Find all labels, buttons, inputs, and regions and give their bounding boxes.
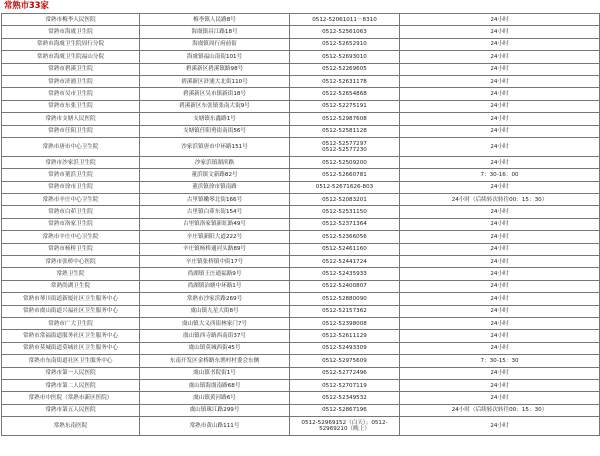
hospital-name-cell: 常熟卫生院: [2, 268, 140, 280]
phone-cell: 0512-52660781: [290, 169, 400, 181]
hospital-name-cell: 常熟市辛庄中心卫生院: [2, 194, 140, 206]
phone-cell: 0512-52349532: [290, 392, 400, 404]
address-cell: 虞山镇莫城西街45号: [140, 342, 290, 354]
phone-cell: 0512-52880090: [290, 293, 400, 305]
phone-cell: 0512-52157362: [290, 305, 400, 317]
table-row: [2, 379, 600, 391]
address-cell: 虞山镇书院街1号: [140, 367, 290, 379]
address-cell: 虞山镇珠江路299号: [140, 404, 290, 416]
hours-cell: 24小时: [400, 218, 600, 230]
table-row: [2, 268, 600, 280]
hospital-name-cell: 常熟市海虞卫生院: [2, 26, 140, 38]
address-cell: 尚湖镇冶塘中环路1号: [140, 280, 290, 292]
hours-cell: 24小时（后续转次转往00：15：30）: [400, 404, 600, 416]
phone-cell: 0512-52581128: [290, 125, 400, 137]
hours-cell: 24小时: [400, 342, 600, 354]
address-cell: 海虞镇福山南街101号: [140, 51, 290, 63]
hours-cell: 24小时: [400, 330, 600, 342]
address-cell: 古里镇洛家镇新虹路49号: [140, 218, 290, 230]
phone-cell: 0512-52509200: [290, 156, 400, 168]
table-row: [2, 367, 600, 379]
table-row: [2, 194, 600, 206]
phone-cell: 0512-52772496: [290, 367, 400, 379]
phone-cell: 0512-52493309: [290, 342, 400, 354]
hours-cell: 24小时: [400, 243, 600, 255]
hours-cell: 24小时: [400, 26, 600, 38]
address-cell: 常熟市黄山路111号: [140, 417, 290, 436]
address-cell: 沙家浜镇湖滨路: [140, 156, 290, 168]
phone-cell: 0512-52083201: [290, 194, 400, 206]
address-cell: 古里镇嫩琴北街166号: [140, 194, 290, 206]
hours-cell: 24小时: [400, 231, 600, 243]
hospital-name-cell: 常熟市吴市卫生院: [2, 88, 140, 100]
phone-cell: 0512-52652910: [290, 38, 400, 50]
hours-cell: 24小时: [400, 256, 600, 268]
hospital-name-cell: 常熟市浒浦卫生院: [2, 75, 140, 87]
phone-cell: 0512-52435933: [290, 268, 400, 280]
table-row: [2, 113, 600, 125]
hospital-name-cell: 常熟市任阳卫生院: [2, 125, 140, 137]
address-cell: 沙家浜镇唐市中环路151号: [140, 137, 290, 156]
address-cell: 古里镇白茆东街154号: [140, 206, 290, 218]
address-cell: 辛庄镇杨桥通河头路89号: [140, 243, 290, 255]
table-row: [2, 392, 600, 404]
address-cell: 虞山镇九星大街8号: [140, 305, 290, 317]
hospital-name-cell: 常熟市第五人民医院: [2, 404, 140, 416]
phone-cell: 0512-52061011－8310: [290, 14, 400, 26]
hours-cell: 24小时: [400, 38, 600, 50]
table-row: [2, 355, 600, 367]
address-cell: 碧溪新区吴市镇新街18号: [140, 88, 290, 100]
hospital-table-body: [2, 14, 600, 436]
table-row: [2, 305, 600, 317]
address-cell: 辛庄镇新阳大道222号: [140, 231, 290, 243]
phone-cell: 0512-52371364: [290, 218, 400, 230]
hours-cell: 24小时: [400, 51, 600, 63]
table-row: [2, 243, 600, 255]
phone-cell: 0512-52671626-803: [290, 181, 400, 193]
hospital-name-cell: 常熟市辛庄中心卫生院: [2, 231, 140, 243]
table-row: [2, 26, 600, 38]
hospital-name-cell: 常熟市第二人民医院: [2, 379, 140, 391]
phone-cell: 0512-52531150: [290, 206, 400, 218]
address-cell: 海虞镇周行府前街: [140, 38, 290, 50]
hours-cell: 24小时: [400, 417, 600, 436]
hospital-name-cell: 常熟市琴川街道新厦社区卫生服务中心: [2, 293, 140, 305]
hospital-name-cell: 常熟市海虞卫生院周行分院: [2, 38, 140, 50]
hospital-table: [1, 13, 600, 436]
phone-cell: 0512-52461160: [290, 243, 400, 255]
phone-cell: 0512-52969152（白天）；0512-52969210（晚上）: [290, 417, 400, 436]
table-row: [2, 280, 600, 292]
table-row: [2, 125, 600, 137]
hours-cell: 24小时: [400, 14, 600, 26]
hospital-name-cell: 常熟市碧溪卫生院: [2, 63, 140, 75]
address-cell: 虞山镇大义西街林家门7号: [140, 317, 290, 329]
table-row: [2, 206, 600, 218]
address-cell: 东南开发区金桥路东渔村村委会东侧: [140, 355, 290, 367]
address-cell: 董浜镇徐市镇南路: [140, 181, 290, 193]
phone-cell: 0512-52693010: [290, 51, 400, 63]
hours-cell: 24小时: [400, 125, 600, 137]
hours-cell: 24小时: [400, 379, 600, 391]
hospital-name-cell: 常熟市沙家浜卫生院: [2, 156, 140, 168]
hospital-name-cell: 常熟市东南街道社区卫生服务中心: [2, 355, 140, 367]
address-cell: 碧溪新区碧溪镇路98号: [140, 63, 290, 75]
hours-cell: 24小时: [400, 63, 600, 75]
hours-cell: 24小时: [400, 293, 600, 305]
table-row: [2, 231, 600, 243]
hospital-name-cell: 常熟市梅李人民医院: [2, 14, 140, 26]
hours-cell: 24小时: [400, 75, 600, 87]
address-cell: 常熟市沙家浜路269号: [140, 293, 290, 305]
phone-cell: 0512-52269605: [290, 63, 400, 75]
table-row: [2, 256, 600, 268]
hospital-name-cell: 常熟市第一人民医院: [2, 367, 140, 379]
hours-cell: 24小时: [400, 280, 600, 292]
table-row: [2, 404, 600, 416]
hours-cell: 24小时: [400, 181, 600, 193]
phone-cell: 0512-52398008: [290, 317, 400, 329]
address-cell: 支塘镇东鑫路1号: [140, 113, 290, 125]
hours-cell: 24小时: [400, 206, 600, 218]
address-cell: 碧溪新区浒浦大北街110号: [140, 75, 290, 87]
hospital-name-cell: 常熟市东张卫生院: [2, 100, 140, 112]
phone-cell: 0512-52975609: [290, 355, 400, 367]
hospital-name-cell: 常熟市徐市卫生院: [2, 181, 140, 193]
table-row: [2, 169, 600, 181]
hospital-name-cell: 常熟市支塘人民医院: [2, 113, 140, 125]
hospital-name-cell: 常熟市虞山街道兴福社区卫生服务中心: [2, 305, 140, 317]
hospital-name-cell: 常熟市莫城街道莫城社区卫生服务中心: [2, 342, 140, 354]
address-cell: 支塘镇任阳勇街南街56号: [140, 125, 290, 137]
table-row: [2, 14, 600, 26]
phone-cell: 0512-52867196: [290, 404, 400, 416]
hospital-name-cell: 常熟市常福街道服务社区卫生服务中心: [2, 330, 140, 342]
phone-cell: 0512-52441724: [290, 256, 400, 268]
phone-cell: 0512-52611129: [290, 330, 400, 342]
hospital-name-cell: 常熟市杨桥卫生院: [2, 243, 140, 255]
hospital-name-cell: 常熟市广大卫生院: [2, 317, 140, 329]
phone-cell: 0512-52987608: [290, 113, 400, 125]
hospital-name-cell: 常熟东南医院: [2, 417, 140, 436]
table-row: [2, 342, 600, 354]
table-row: [2, 75, 600, 87]
hours-cell: 24小时: [400, 137, 600, 156]
phone-cell: 0512-52400807: [290, 280, 400, 292]
table-row: [2, 156, 600, 168]
table-row: [2, 417, 600, 436]
hours-cell: 24小时: [400, 100, 600, 112]
phone-cell: 0512-52275191: [290, 100, 400, 112]
table-row: [2, 38, 600, 50]
hours-cell: 24小时（后续转次转往00：15：30）: [400, 194, 600, 206]
table-row: [2, 317, 600, 329]
phone-cell: 0512-52366056: [290, 231, 400, 243]
hours-cell: 24小时: [400, 88, 600, 100]
table-row: [2, 51, 600, 63]
hospital-name-cell: 常熟市董浜卫生院: [2, 169, 140, 181]
page-heading: 常熟市33家: [4, 1, 49, 11]
hours-cell: 24小时: [400, 392, 600, 404]
hospital-name-cell: 常熟市海虞卫生院福山分院: [2, 51, 140, 63]
table-row: [2, 100, 600, 112]
address-cell: 尚湖镇王庄通福路9号: [140, 268, 290, 280]
hours-cell: 24小时: [400, 305, 600, 317]
hospital-name-cell: 常熟市白茆卫生院: [2, 206, 140, 218]
table-row: [2, 293, 600, 305]
hospital-name-cell: 常熟市中医院（常熟市新区医院）: [2, 392, 140, 404]
table-row: [2, 88, 600, 100]
address-cell: 虞山镇黄河路6号: [140, 392, 290, 404]
address-cell: 碧溪新区东张镇张南大街9号: [140, 100, 290, 112]
address-cell: 海虞镇昌江路18号: [140, 26, 290, 38]
hours-cell: 24小时: [400, 156, 600, 168]
phone-cell: 0512-52707119: [290, 379, 400, 391]
phone-cell: 0512-52631178: [290, 75, 400, 87]
hours-cell: 24小时: [400, 317, 600, 329]
table-row: [2, 218, 600, 230]
address-cell: 董浜镇文新路82号: [140, 169, 290, 181]
hospital-name-cell: 常熟市唐市中心卫生院: [2, 137, 140, 156]
table-row: [2, 137, 600, 156]
table-row: [2, 330, 600, 342]
hospital-name-cell: 常熟尚湖卫生院: [2, 280, 140, 292]
address-cell: 虞山镇海虞南路68号: [140, 379, 290, 391]
hours-cell: 24小时: [400, 113, 600, 125]
address-cell: 梅李镇人民路8号: [140, 14, 290, 26]
phone-cell: 0512-52577297 0512-52577230: [290, 137, 400, 156]
hours-cell: 24小时: [400, 268, 600, 280]
address-cell: 辛庄镇张桥镇中街17号: [140, 256, 290, 268]
hospital-name-cell: 常熟市洛家卫生院: [2, 218, 140, 230]
hospital-name-cell: 常熟市张桥中心医院: [2, 256, 140, 268]
hours-cell: 7：30-15：30: [400, 355, 600, 367]
phone-cell: 0512-52654868: [290, 88, 400, 100]
address-cell: 虞山镇西寺路西南街37号: [140, 330, 290, 342]
hours-cell: 7：30-16：00: [400, 169, 600, 181]
table-row: [2, 63, 600, 75]
phone-cell: 0512-52561063: [290, 26, 400, 38]
table-row: [2, 181, 600, 193]
hours-cell: 24小时: [400, 367, 600, 379]
